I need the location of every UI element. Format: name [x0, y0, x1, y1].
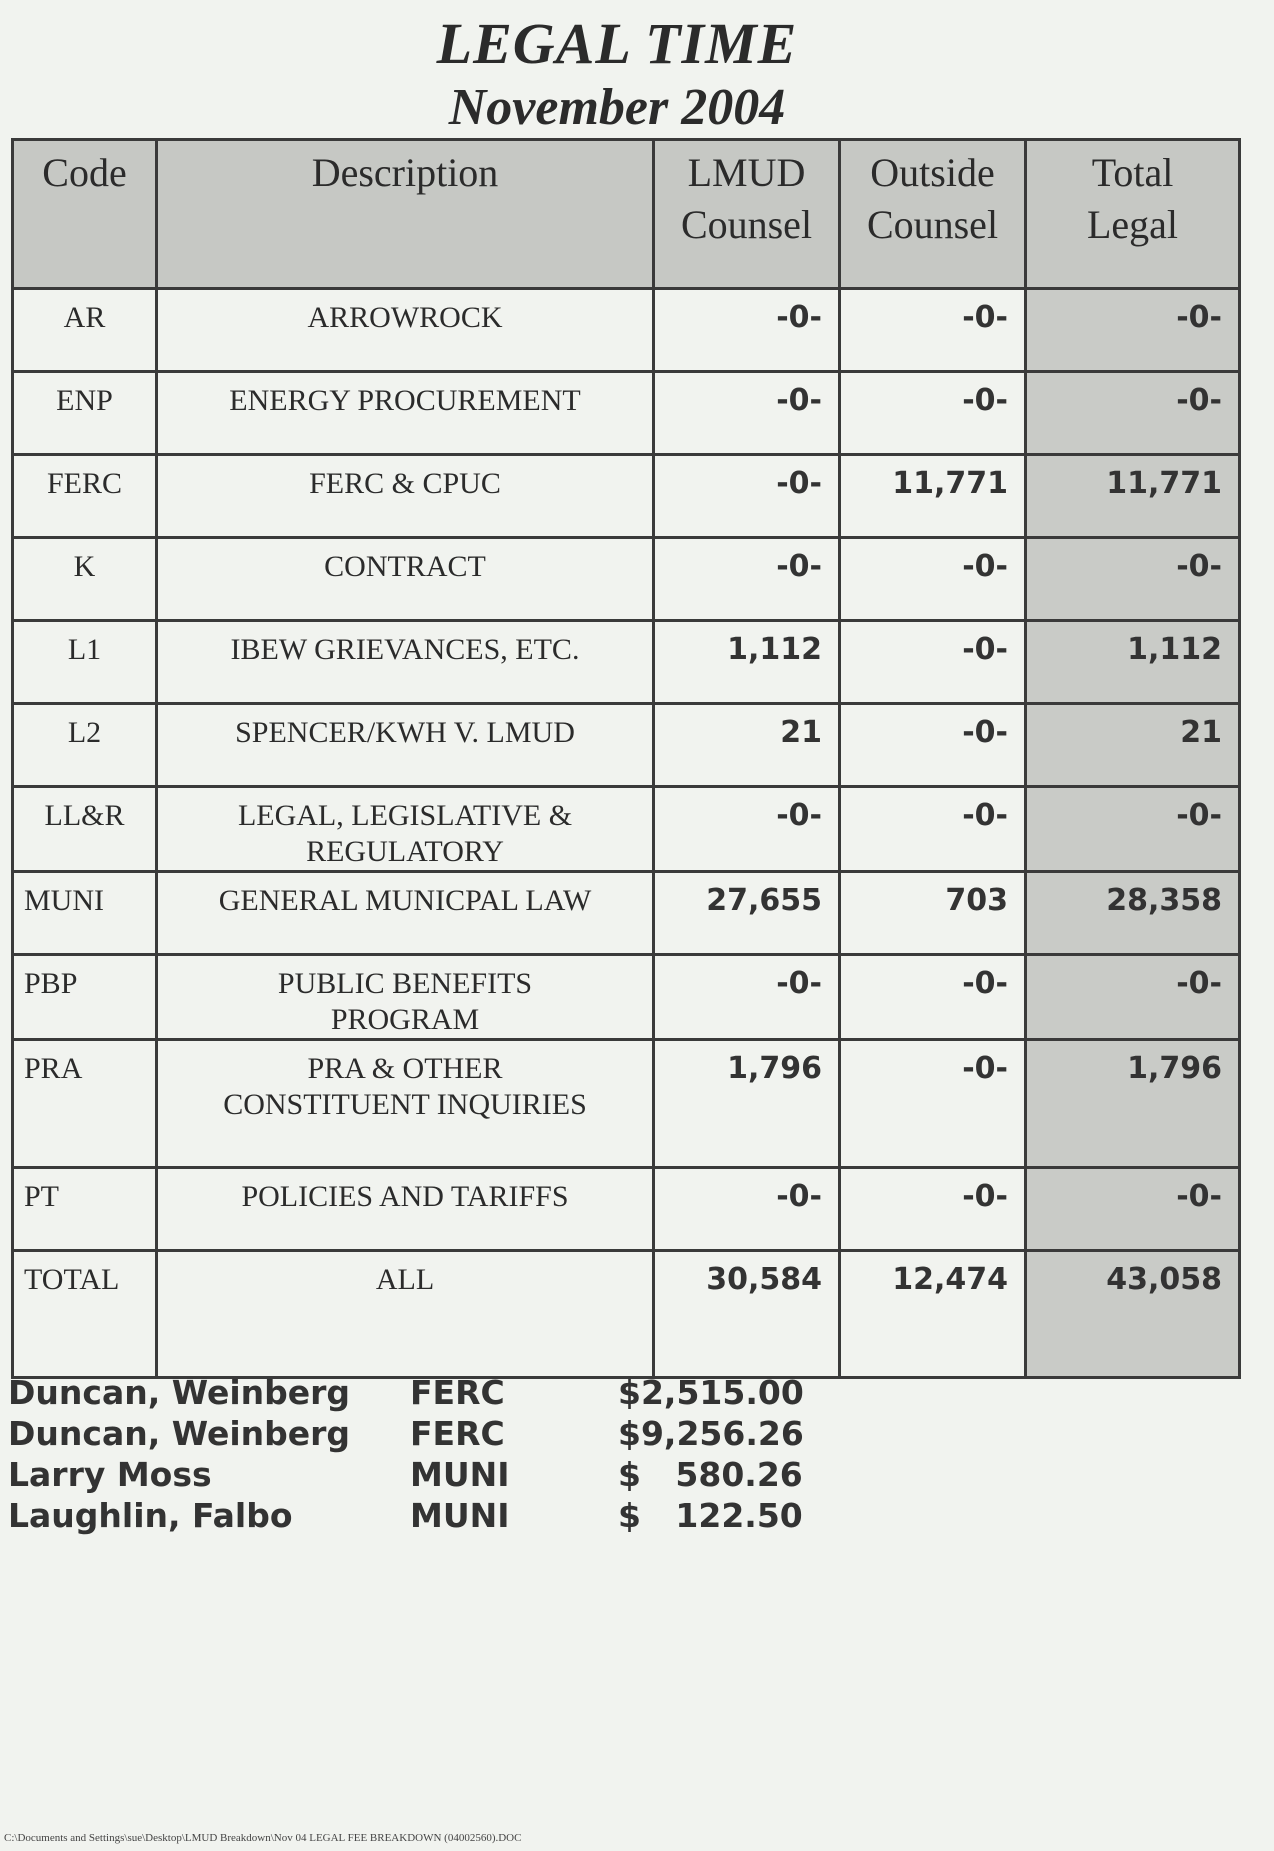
table-row	[13, 289, 1240, 372]
table-row	[13, 455, 1240, 538]
row-description: ARROWROCK	[157, 289, 654, 372]
row-code: PBP	[13, 955, 157, 1040]
table-total-row	[13, 1251, 1240, 1378]
row-total-legal: 28,358	[1026, 872, 1240, 955]
table-header-row	[13, 140, 1240, 289]
row-description: POLICIES AND TARIFFS	[157, 1168, 654, 1251]
row-code: FERC	[13, 455, 157, 538]
table-row	[13, 372, 1240, 455]
outside-counsel-invoices	[8, 1372, 828, 1536]
row-description: PUBLIC BENEFITS PROGRAM	[157, 955, 654, 1040]
header-code: Code	[13, 140, 157, 289]
row-total-legal: -0-	[1026, 787, 1240, 872]
row-code: MUNI	[13, 872, 157, 955]
total-code: TOTAL	[13, 1251, 157, 1378]
row-outside-counsel: -0-	[840, 1040, 1026, 1168]
invoice-code: FERC	[410, 1414, 505, 1453]
grand-total-legal: 43,058	[1026, 1251, 1240, 1378]
table-row	[13, 1040, 1240, 1168]
row-lmud-counsel: -0-	[654, 1168, 840, 1251]
invoice-firm: Duncan, Weinberg	[8, 1373, 351, 1412]
row-total-legal: -0-	[1026, 289, 1240, 372]
invoice-amount: $2,515.00	[618, 1373, 804, 1412]
row-lmud-counsel: 1,796	[654, 1040, 840, 1168]
invoice-firm: Laughlin, Falbo	[8, 1496, 293, 1535]
header-lmud-counsel: LMUD Counsel	[654, 140, 840, 289]
invoice-row	[8, 1495, 828, 1536]
row-code: L2	[13, 704, 157, 787]
row-outside-counsel: -0-	[840, 787, 1026, 872]
invoice-row	[8, 1413, 828, 1454]
table-row	[13, 621, 1240, 704]
row-description: LEGAL, LEGISLATIVE & REGULATORY	[157, 787, 654, 872]
row-description: FERC & CPUC	[157, 455, 654, 538]
row-code: ENP	[13, 372, 157, 455]
row-outside-counsel: 703	[840, 872, 1026, 955]
table-row	[13, 1168, 1240, 1251]
header-outside-counsel: Outside Counsel	[840, 140, 1026, 289]
table-row	[13, 704, 1240, 787]
row-total-legal: 21	[1026, 704, 1240, 787]
table-row	[13, 787, 1240, 872]
row-outside-counsel: -0-	[840, 289, 1026, 372]
row-description: ENERGY PROCUREMENT	[157, 372, 654, 455]
row-total-legal: 1,796	[1026, 1040, 1240, 1168]
row-total-legal: 1,112	[1026, 621, 1240, 704]
row-code: K	[13, 538, 157, 621]
row-description: CONTRACT	[157, 538, 654, 621]
row-outside-counsel: -0-	[840, 1168, 1026, 1251]
invoice-firm: Larry Moss	[8, 1455, 212, 1494]
row-code: PT	[13, 1168, 157, 1251]
row-lmud-counsel: -0-	[654, 289, 840, 372]
page-title: LEGAL TIME	[436, 11, 798, 76]
row-outside-counsel: -0-	[840, 704, 1026, 787]
header-total-legal: Total Legal	[1026, 140, 1240, 289]
document-file-path: C:\Documents and Settings\sue\Desktop\LMUD Breakdown\Nov 04 LEGAL FEE BREAKDOWN (04002560).DOC	[4, 1832, 522, 1844]
row-outside-counsel: -0-	[840, 538, 1026, 621]
page-subtitle: November 2004	[448, 79, 786, 136]
row-lmud-counsel: 21	[654, 704, 840, 787]
invoice-code: FERC	[410, 1373, 505, 1412]
row-total-legal: -0-	[1026, 538, 1240, 621]
row-code: AR	[13, 289, 157, 372]
invoice-amount: $9,256.26	[618, 1414, 804, 1453]
row-lmud-counsel: 27,655	[654, 872, 840, 955]
invoice-firm: Duncan, Weinberg	[8, 1414, 351, 1453]
table-row	[13, 538, 1240, 621]
row-total-legal: -0-	[1026, 955, 1240, 1040]
table-row	[13, 872, 1240, 955]
row-description: PRA & OTHER CONSTITUENT INQUIRIES	[157, 1040, 654, 1168]
row-outside-counsel: -0-	[840, 621, 1026, 704]
row-code: LL&R	[13, 787, 157, 872]
row-outside-counsel: -0-	[840, 372, 1026, 455]
invoice-row	[8, 1372, 828, 1413]
total-outside-counsel: 12,474	[840, 1251, 1026, 1378]
total-lmud-counsel: 30,584	[654, 1251, 840, 1378]
table-row	[13, 955, 1240, 1040]
row-description: IBEW GRIEVANCES, ETC.	[157, 621, 654, 704]
row-total-legal: 11,771	[1026, 455, 1240, 538]
row-total-legal: -0-	[1026, 372, 1240, 455]
total-description: ALL	[157, 1251, 654, 1378]
row-outside-counsel: 11,771	[840, 455, 1026, 538]
row-lmud-counsel: 1,112	[654, 621, 840, 704]
row-code: PRA	[13, 1040, 157, 1168]
row-lmud-counsel: -0-	[654, 455, 840, 538]
row-lmud-counsel: -0-	[654, 787, 840, 872]
legal-time-table	[11, 138, 1241, 1379]
header-description: Description	[157, 140, 654, 289]
invoice-code: MUNI	[410, 1455, 510, 1494]
row-description: GENERAL MUNICPAL LAW	[157, 872, 654, 955]
row-outside-counsel: -0-	[840, 955, 1026, 1040]
invoice-row	[8, 1454, 828, 1495]
invoice-amount: $ 580.26	[618, 1455, 803, 1494]
invoice-code: MUNI	[410, 1496, 510, 1535]
row-lmud-counsel: -0-	[654, 372, 840, 455]
row-code: L1	[13, 621, 157, 704]
row-lmud-counsel: -0-	[654, 538, 840, 621]
invoice-amount: $ 122.50	[618, 1496, 803, 1535]
row-description: SPENCER/KWH V. LMUD	[157, 704, 654, 787]
row-total-legal: -0-	[1026, 1168, 1240, 1251]
row-lmud-counsel: -0-	[654, 955, 840, 1040]
